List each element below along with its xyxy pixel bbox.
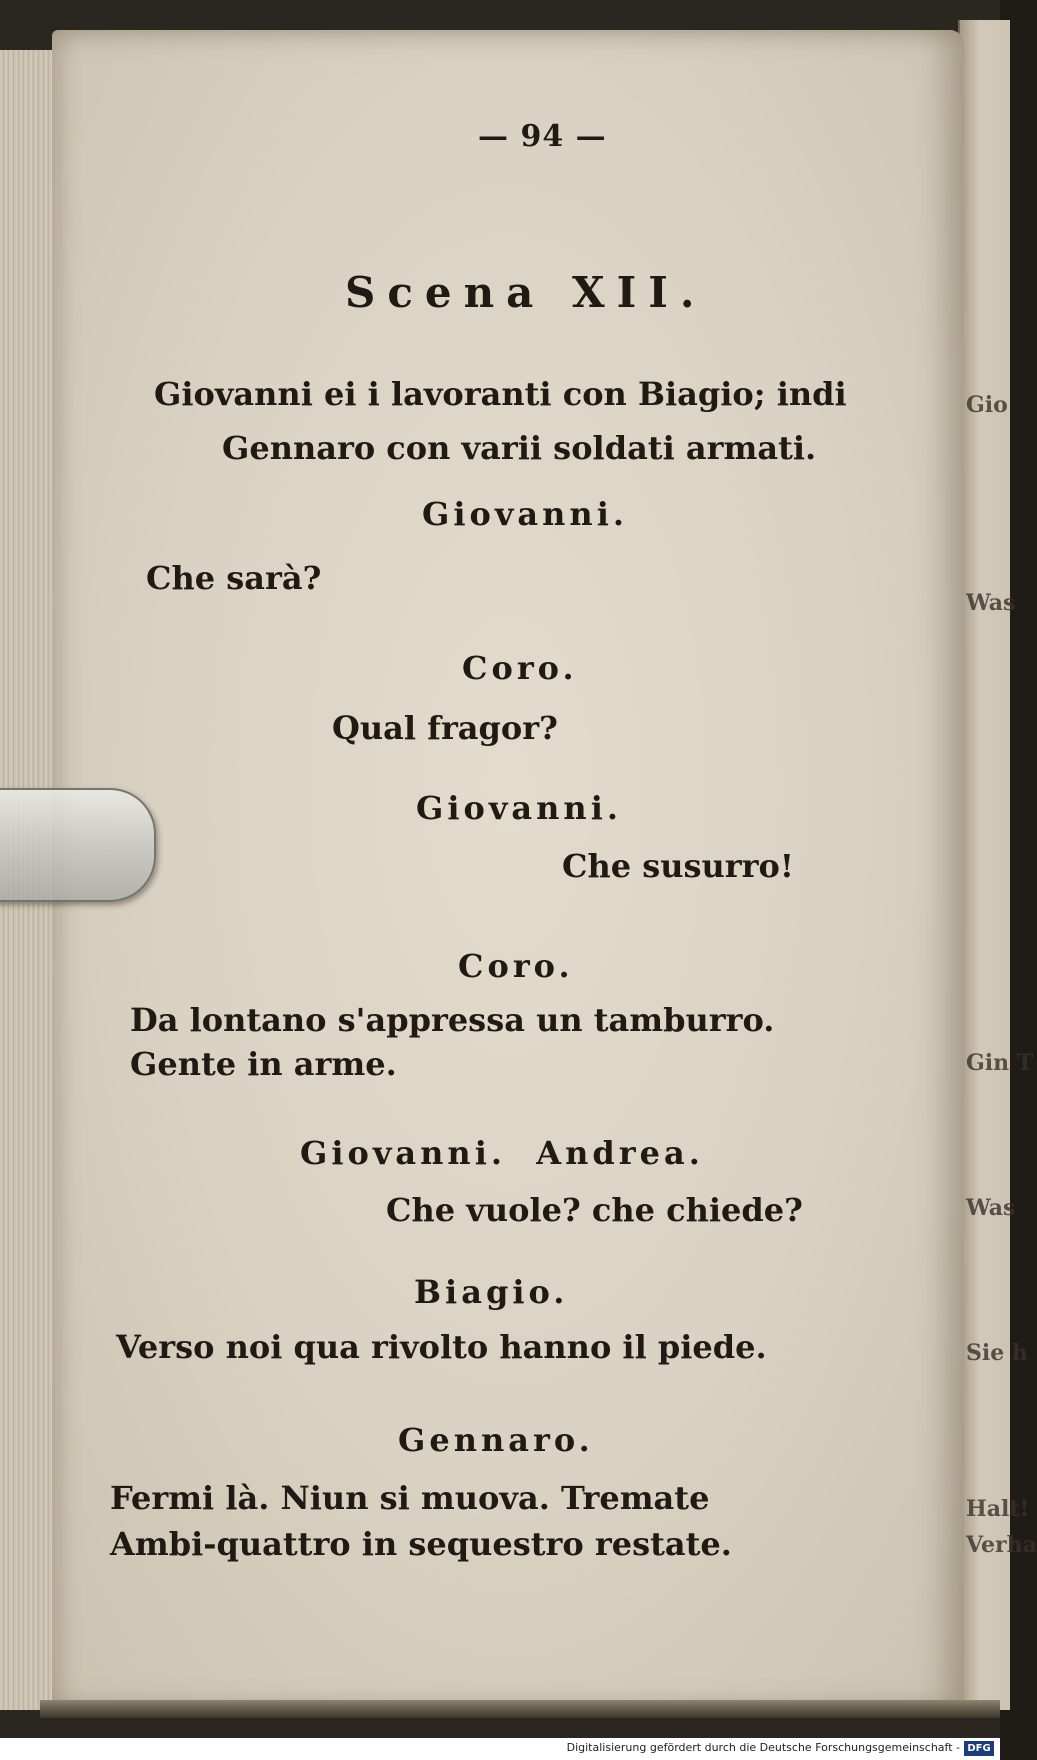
stage-direction-line: Giovanni ei i lavoranti con Biagio; indi <box>154 375 847 413</box>
facing-fragment: Was <box>966 1195 1016 1221</box>
facing-fragment: Gio <box>966 392 1008 418</box>
page-bottom-edge <box>40 1700 1000 1718</box>
footer-bar <box>0 1738 1000 1760</box>
speaker-name: Coro. <box>458 947 574 985</box>
dialogue-line: Qual fragor? <box>332 709 558 747</box>
facing-fragment: Was <box>966 590 1016 616</box>
speaker-name: Gennaro. <box>398 1421 594 1459</box>
speaker-name: Biagio. <box>414 1273 569 1311</box>
facing-page <box>958 20 1037 1710</box>
dialogue-line: Ambi-quattro in sequestro restate. <box>110 1525 732 1563</box>
dialogue-line: Verso noi qua rivolto hanno il piede. <box>116 1328 767 1366</box>
speaker-name: Coro. <box>462 649 578 687</box>
speaker-name: Giovanni. <box>416 789 622 827</box>
facing-fragment: Gin T <box>966 1050 1034 1076</box>
speaker-name: Giovanni. <box>422 495 628 533</box>
facing-fragment: Halt! <box>966 1496 1030 1522</box>
dialogue-line: Gente in arme. <box>130 1045 397 1083</box>
stage-direction-line: Gennaro con varii soldati armati. <box>222 429 817 467</box>
dialogue-line: Fermi là. Niun si muova. Tremate <box>110 1479 710 1517</box>
dfg-logo: DFG <box>964 1741 994 1756</box>
dialogue-line: Che sarà? <box>146 559 322 597</box>
page-number: — 94 — <box>478 119 607 154</box>
speaker-name: Giovanni. Andrea. <box>300 1134 704 1172</box>
facing-fragment: Verha <box>966 1532 1037 1558</box>
dialogue-line: Da lontano s'appressa un tamburro. <box>130 1001 775 1039</box>
dialogue-line: Che susurro! <box>562 847 794 885</box>
footer-credit: Digitalisierung gefördert durch die Deutsche Forschungsgemeinschaft - <box>566 1741 960 1754</box>
scene-title: Scena XII. <box>345 268 707 317</box>
bookmark-clip <box>0 788 156 902</box>
facing-fragment: Sie h <box>966 1340 1028 1366</box>
dialogue-line: Che vuole? che chiede? <box>386 1191 803 1229</box>
